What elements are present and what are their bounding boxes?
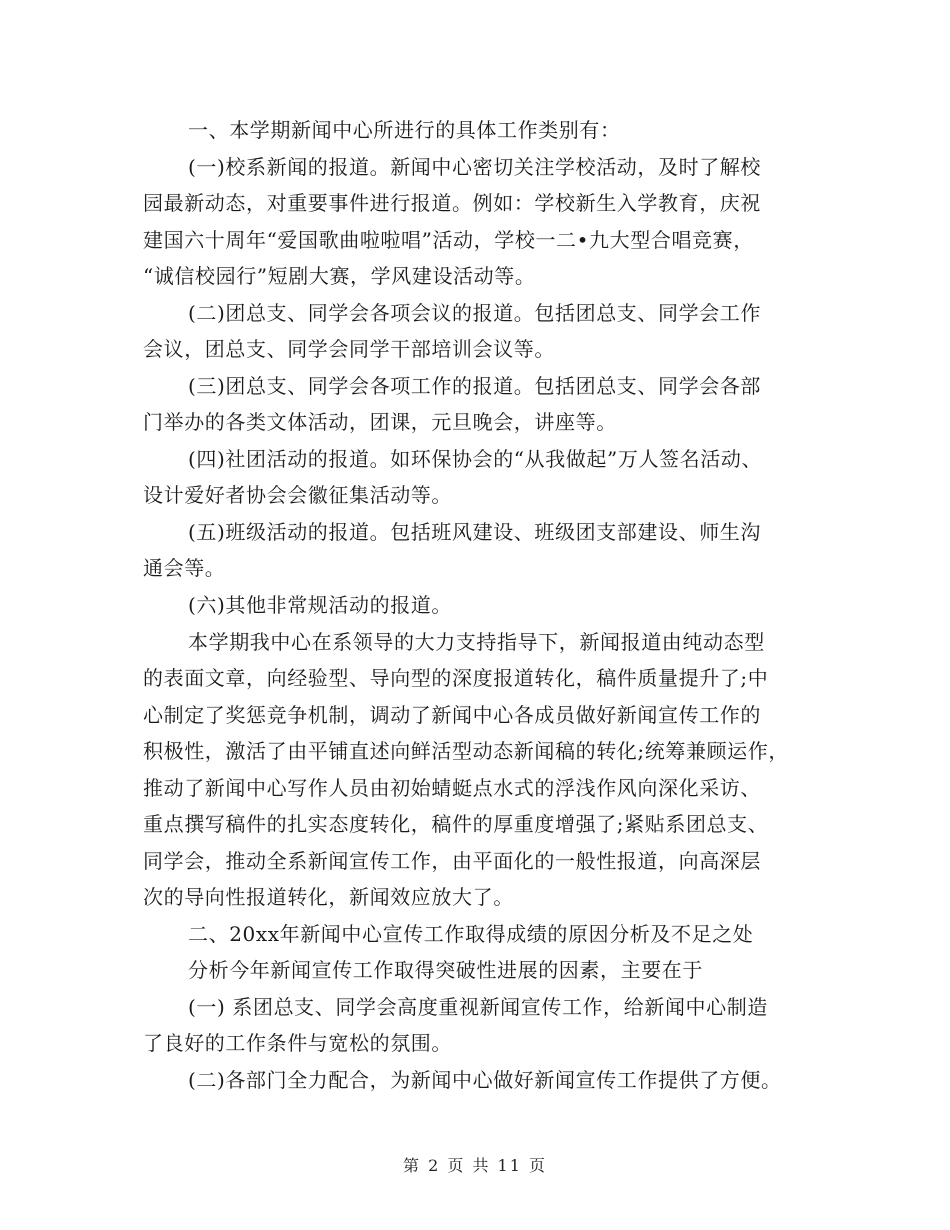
paragraph-line: 园最新动态，对重要事件进行报道。例如：学校新生入学教育，庆祝 (143, 191, 761, 215)
paragraph-line: 了良好的工作条件与宽松的氛围。 (143, 1031, 452, 1055)
paragraph-line: (二)团总支、同学会各项会议的报道。包括团总支、同学会工作 (188, 301, 762, 325)
page-number-footer: 第 2 页 共 11 页 (403, 1156, 547, 1175)
section-heading-1: 一、本学期新闻中心所进行的具体工作类别有： (188, 118, 621, 142)
paragraph-line: (二)各部门全力配合，为新闻中心做好新闻宣传工作提供了方便。 (188, 1068, 782, 1092)
paragraph-line: 会议，团总支、同学会同学干部培训会议等。 (143, 337, 555, 361)
paragraph-line: 积极性，激活了由平铺直述向鲜活型动态新闻稿的转化;统筹兼顾运作， (143, 739, 789, 763)
paragraph-line: 分析今年新闻宣传工作取得突破性进展的因素，主要在于 (188, 958, 703, 982)
paragraph-line: 通会等。 (143, 556, 226, 580)
paragraph-line: 重点撰写稿件的扎实态度转化，稿件的厚重度增强了;紧贴系团总支、 (143, 812, 769, 836)
paragraph-line: 建国六十周年“爱国歌曲啦啦唱”活动，学校一二•九大型合唱竞赛， (143, 228, 754, 252)
paragraph-line: 心制定了奖惩竞争机制，调动了新闻中心各成员做好新闻宣传工作的 (143, 703, 761, 727)
paragraph-line: 次的导向性报道转化，新闻效应放大了。 (143, 885, 514, 909)
paragraph-line: (一) 系团总支、同学会高度重视新闻宣传工作，给新闻中心制造 (188, 995, 768, 1019)
paragraph-line: 门举办的各类文体活动，团课，元旦晚会，讲座等。 (143, 410, 617, 434)
paragraph-line: 同学会，推动全系新闻宣传工作，由平面化的一般性报道，向高深层 (143, 849, 761, 873)
paragraph-line: 的表面文章，向经验型、导向型的深度报道转化，稿件质量提升了;中 (143, 666, 769, 690)
paragraph-line: 设计爱好者协会会徽征集活动等。 (143, 483, 452, 507)
paragraph-line: (四)社团活动的报道。如环保协会的“从我做起”万人签名活动、 (188, 447, 763, 471)
paragraph-line: (五)班级活动的报道。包括班风建设、班级团支部建设、师生沟 (188, 520, 762, 544)
paragraph-line: 推动了新闻中心写作人员由初始蜻蜓点水式的浮浅作风向深化采访、 (143, 776, 761, 800)
section-heading-2: 二、20xx年新闻中心宣传工作取得成绩的原因分析及不足之处 (188, 922, 754, 946)
paragraph-line: (六)其他非常规活动的报道。 (188, 593, 453, 617)
paragraph-line: (一)校系新闻的报道。新闻中心密切关注学校活动，及时了解校 (188, 155, 762, 179)
paragraph-line: “诚信校园行”短剧大赛，学风建设活动等。 (143, 264, 536, 288)
paragraph-line: (三)团总支、同学会各项工作的报道。包括团总支、同学会各部 (188, 374, 762, 398)
paragraph-line: 本学期我中心在系领导的大力支持指导下，新闻报道由纯动态型 (188, 630, 765, 654)
